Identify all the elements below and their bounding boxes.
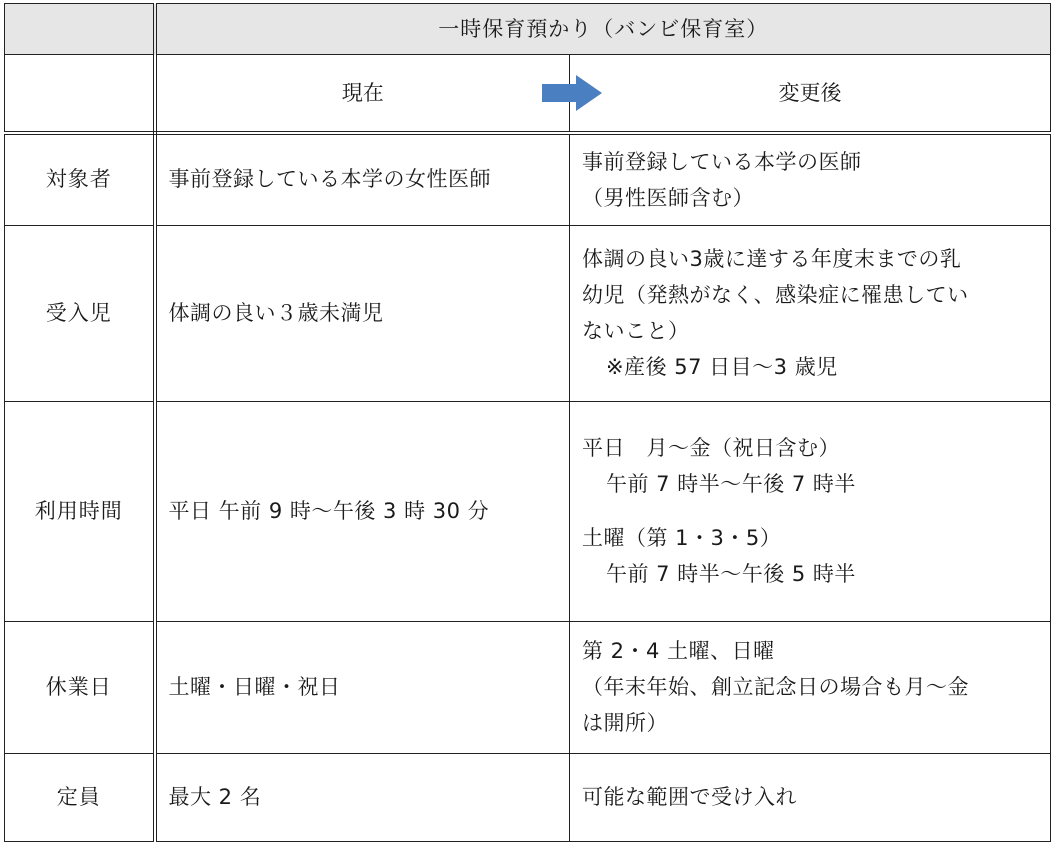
current-value: 平日 午前 9 時～午後 3 時 30 分 (155, 401, 570, 621)
new-value-line: （年末年始、創立記念日の場合も月～金 (582, 675, 969, 699)
new-value-line: ※産後 57 日目～3 歳児 (606, 355, 838, 379)
new-value (570, 133, 1051, 225)
row-label: 対象者 (5, 133, 155, 225)
new-value-line: （男性医師含む） (582, 185, 754, 210)
new-value-line: 第 2・4 土曜、日曜 (582, 639, 775, 663)
header-sub-row (5, 55, 1051, 134)
new-value-line (582, 502, 1050, 520)
current-value: 体調の良い３歳未満児 (155, 225, 570, 401)
table-row (5, 621, 1051, 753)
new-value-line: 幼児（発熱がなく、感染症に罹患してい (582, 283, 969, 307)
right-arrow-icon (542, 75, 602, 111)
table-row (5, 753, 1051, 842)
new-value (570, 225, 1051, 401)
new-value-line: 事前登録している本学の医師 (582, 149, 862, 174)
table-row (5, 225, 1051, 401)
new-value (570, 401, 1051, 621)
column-header-new (570, 55, 1051, 134)
new-value-line: は開所） (582, 711, 668, 735)
header-title-row (5, 4, 1051, 55)
new-value (570, 621, 1051, 753)
new-label: 変更後 (778, 80, 842, 105)
current-value: 事前登録している本学の女性医師 (155, 133, 570, 225)
row-label: 休業日 (5, 621, 155, 753)
current-value: 土曜・日曜・祝日 (155, 621, 570, 753)
new-value-line: 体調の良い3歳に達する年度末までの乳 (582, 247, 962, 271)
table-row (5, 133, 1051, 225)
row-label: 利用時間 (5, 401, 155, 621)
schedule-change-table (4, 3, 1051, 842)
new-value-line: ないこと） (582, 319, 690, 343)
header-empty-cell (5, 55, 155, 134)
new-value-line: 午前 7 時半～午後 5 時半 (606, 562, 856, 586)
new-value-line: 土曜（第 1・3・5） (582, 526, 782, 550)
column-header-current (155, 55, 570, 134)
new-value-line: 平日 月～金（祝日含む） (582, 436, 840, 460)
row-label: 定員 (5, 753, 155, 842)
new-value-line: 可能な範囲で受け入れ (582, 785, 797, 810)
row-label: 受入児 (5, 225, 155, 401)
table-row (5, 401, 1051, 621)
new-value-line: 午前 7 時半～午後 7 時半 (606, 472, 856, 496)
table-title: 一時保育預かり（バンビ保育室） (155, 4, 1051, 55)
new-value (570, 753, 1051, 842)
current-value: 最大 2 名 (155, 753, 570, 842)
current-label: 現在 (341, 80, 384, 105)
header-corner-cell (5, 4, 155, 55)
